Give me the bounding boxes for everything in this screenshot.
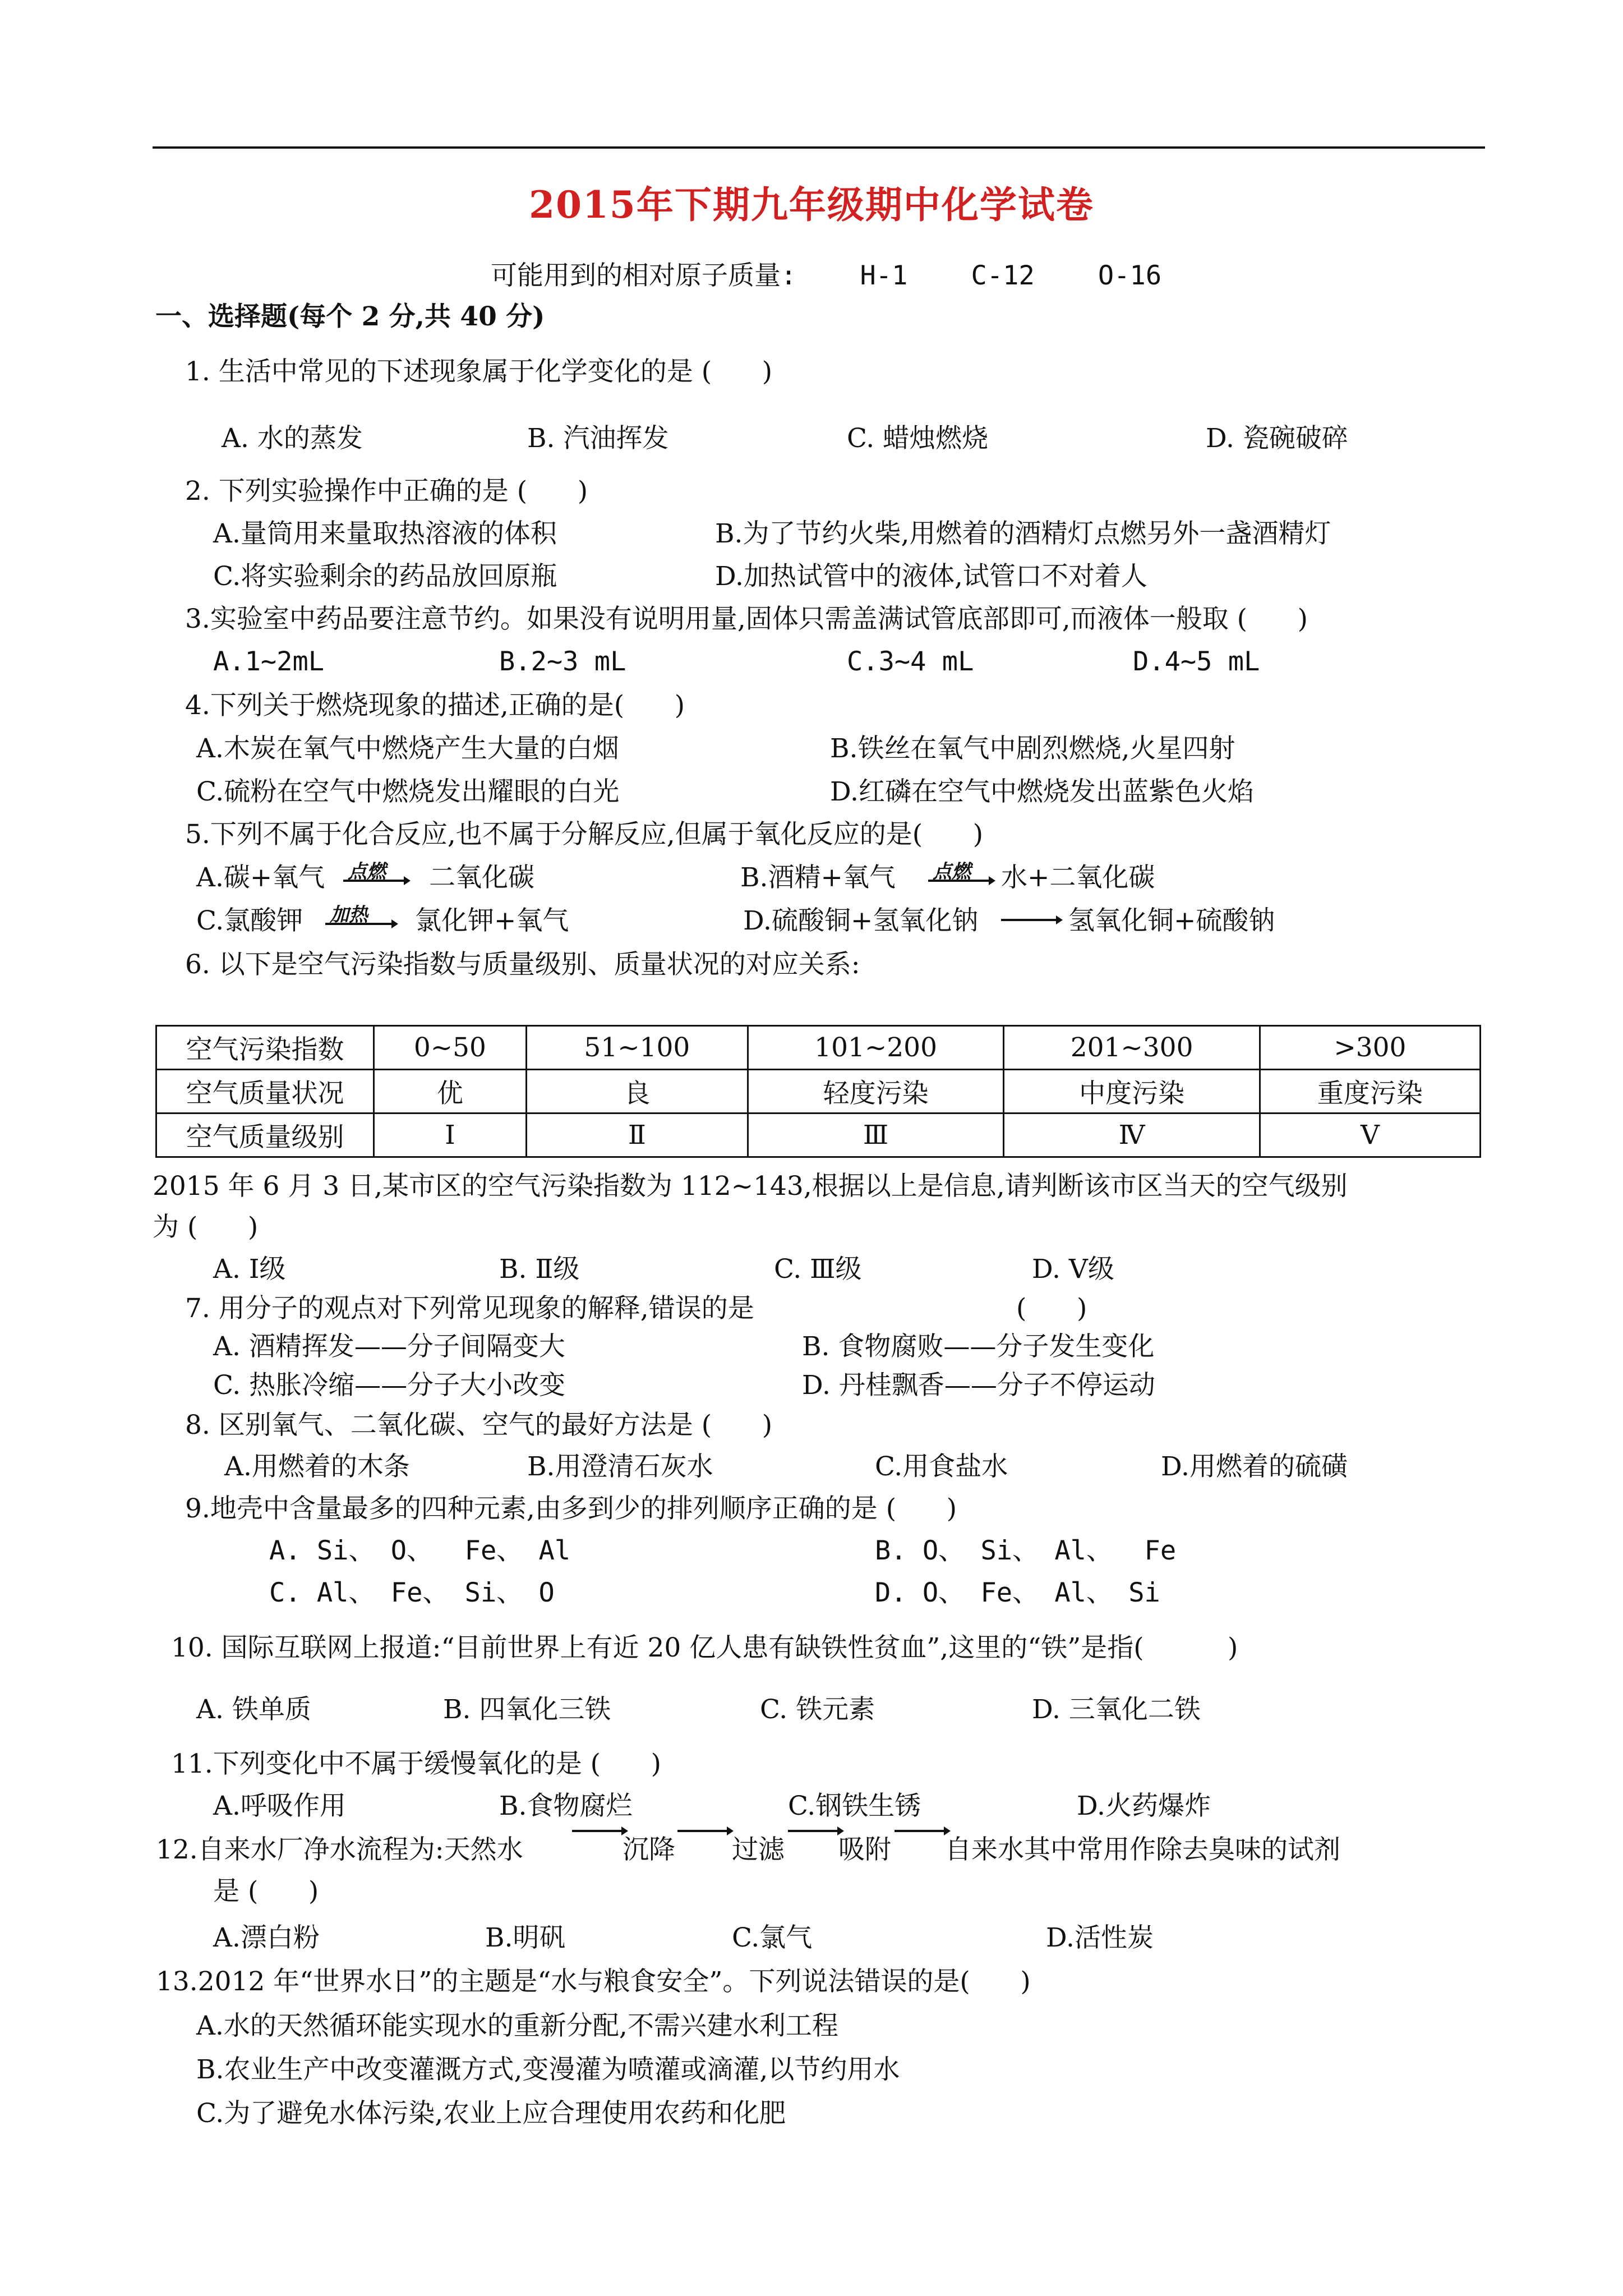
question-7-stem: 7. 用分子的观点对下列常见现象的解释,错误的是 (185, 1293, 754, 1324)
question-1-option-a: A. 水的蒸发 (222, 423, 363, 454)
question-7-option-d: D. 丹桂飘香——分子不停运动 (802, 1370, 1155, 1401)
question-10-stem: 10. 国际互联网上报道:“目前世界上有近 20 亿人患有缺铁性贫血”,这里的“铁”是指( ) (171, 1632, 1238, 1663)
section-heading: 一、选择题(每个 2 分,共 40 分) (155, 301, 545, 332)
question-11-option-d: D.火药爆炸 (1077, 1791, 1211, 1821)
question-5-option-a-arrow (343, 861, 411, 898)
table-cell: Ⅱ (526, 1114, 748, 1157)
question-12-option-b: B.明矾 (485, 1922, 566, 1953)
question-5-option-c-arrow (325, 904, 393, 941)
question-9-option-c: C. Al、 Fe、 Si、 O (269, 1577, 555, 1608)
question-12-stem-lead: 12.自来水厂净水流程为:天然水 (156, 1834, 523, 1865)
question-4-option-d: D.红磷在空气中燃烧发出蓝紫色火焰 (830, 776, 1254, 807)
question-3-option-d: D.4~5 mL (1133, 646, 1260, 677)
question-2-option-d: D.加热试管中的液体,试管口不对着人 (715, 561, 1147, 592)
table-cell: 空气质量级别 (156, 1114, 374, 1157)
question-7-option-c: C. 热胀冷缩——分子大小改变 (213, 1370, 566, 1401)
question-9-option-d: D. O、 Fe、 Al、 Si (875, 1577, 1160, 1608)
reaction-arrow-icon (1001, 914, 1063, 926)
table-cell: 轻度污染 (748, 1070, 1004, 1114)
table-cell: 重度污染 (1260, 1070, 1480, 1114)
question-13-stem: 13.2012 年“世界水日”的主题是“水与粮食安全”。下列说法错误的是( ) (156, 1966, 1031, 1997)
table-row (156, 1026, 1481, 1070)
table-cell: 51~100 (526, 1026, 748, 1070)
question-9-option-a: A. Si、 O、 Fe、 Al (269, 1535, 571, 1566)
question-3-option-c: C.3~4 mL (847, 646, 974, 677)
question-11-option-a: A.呼吸作用 (213, 1791, 346, 1821)
question-5-option-d-products: 氢氧化铜+硫酸钠 (1068, 905, 1275, 936)
table-cell: Ⅳ (1004, 1114, 1260, 1157)
arrow-right-icon (895, 1825, 951, 1837)
question-6-option-b: B. Ⅱ级 (499, 1254, 580, 1285)
question-13-option-b: B.农业生产中改变灌溉方式,变漫灌为喷灌或滴灌,以节约用水 (196, 2054, 900, 2085)
table-cell: 空气质量状况 (156, 1070, 374, 1114)
question-2-option-b: B.为了节约火柴,用燃着的酒精灯点燃另外一盏酒精灯 (715, 518, 1331, 549)
table-cell: Ⅲ (748, 1114, 1004, 1157)
table-row (156, 1114, 1481, 1157)
question-8-stem: 8. 区别氧气、二氧化碳、空气的最好方法是 ( ) (185, 1410, 773, 1441)
table-cell: 0~50 (374, 1026, 527, 1070)
question-8-option-b: B.用澄清石灰水 (527, 1451, 713, 1482)
question-3-option-b: B.2~3 mL (499, 646, 626, 677)
question-5-option-b-products: 水+二氧化碳 (1001, 862, 1155, 893)
question-7-option-a: A. 酒精挥发——分子间隔变大 (213, 1331, 565, 1362)
table-cell: Ⅰ (374, 1114, 527, 1157)
question-8-option-d: D.用燃着的硫磺 (1161, 1451, 1348, 1482)
question-2-option-a: A.量筒用来量取热溶液的体积 (213, 518, 557, 549)
question-11-stem: 11.下列变化中不属于缓慢氧化的是 ( ) (171, 1749, 661, 1779)
reaction-arrow-icon (325, 918, 398, 930)
question-1-stem: 1. 生活中常见的下述现象属于化学变化的是 ( ) (185, 356, 773, 387)
question-13-option-a: A.水的天然循环能实现水的重新分配,不需兴建水利工程 (196, 2010, 838, 2041)
table-cell: 良 (526, 1070, 748, 1114)
exam-title: 2015年下期九年级期中化学试卷 (529, 183, 1094, 227)
question-6-context: 2015 年 6 月 3 日,某市区的空气污染指数为 112~143,根据以上是信息,请判断该市区当天的空气级别 (153, 1171, 1348, 1202)
table-cell: Ⅴ (1260, 1114, 1480, 1157)
table-cell: 空气污染指数 (156, 1026, 374, 1070)
question-11-option-b: B.食物腐烂 (499, 1791, 633, 1821)
question-10-option-a: A. 铁单质 (196, 1694, 311, 1725)
question-5-stem: 5.下列不属于化合反应,也不属于分解反应,但属于氧化反应的是( ) (185, 819, 984, 850)
question-10-option-c: C. 铁元素 (760, 1694, 875, 1725)
question-12-option-c: C.氯气 (732, 1922, 813, 1953)
question-8-option-a: A.用燃着的木条 (224, 1451, 410, 1482)
reaction-condition: 加热 (330, 904, 368, 926)
question-9-option-b: B. O、 Si、 Al、 Fe (875, 1535, 1177, 1566)
question-11-option-c: C.钢铁生锈 (788, 1791, 921, 1821)
table-row (156, 1070, 1481, 1114)
question-12-stem-tail: 自来水其中常用作除去臭味的试剂 (945, 1834, 1340, 1865)
question-7-option-b: B. 食物腐败——分子发生变化 (802, 1331, 1155, 1362)
question-10-option-d: D. 三氧化二铁 (1032, 1694, 1201, 1725)
arrow-right-icon (788, 1825, 844, 1837)
question-5-option-d-reactants: D.硫酸铜+氢氧化钠 (743, 905, 979, 936)
question-9-stem: 9.地壳中含量最多的四种元素,由多到少的排列顺序正确的是 ( ) (185, 1493, 957, 1524)
question-4-option-a: A.木炭在氧气中燃烧产生大量的白烟 (196, 733, 619, 764)
question-6-option-a: A. Ⅰ级 (213, 1254, 286, 1285)
arrow-right-icon (677, 1825, 734, 1837)
header-rule (153, 146, 1485, 149)
question-3-option-a: A.1~2mL (213, 646, 325, 677)
question-5-option-b-arrow (928, 861, 995, 898)
question-6-option-c: C. Ⅲ级 (774, 1254, 862, 1285)
process-step-filtration: 过滤 (732, 1834, 785, 1865)
question-2-stem: 2. 下列实验操作中正确的是 ( ) (185, 476, 588, 507)
question-13-option-c: C.为了避免水体污染,农业上应合理使用农药和化肥 (196, 2098, 786, 2129)
question-10-option-b: B. 四氧化三铁 (443, 1694, 611, 1725)
question-5-option-a-products: 二氧化碳 (429, 862, 534, 893)
question-3-stem: 3.实验室中药品要注意节约。如果没有说明用量,固体只需盖满试管底部即可,而液体一般取 ( ) (185, 604, 1308, 634)
question-5-option-d-arrow (1001, 914, 1068, 937)
reaction-arrow-icon (928, 875, 995, 886)
question-5-option-a-reactants: A.碳+氧气 (196, 862, 325, 893)
arrow-right-icon (572, 1825, 628, 1837)
question-6-stem: 6. 以下是空气污染指数与质量级别、质量状况的对应关系: (185, 949, 860, 980)
question-4-option-b: B.铁丝在氧气中剧烈燃烧,火星四射 (830, 733, 1235, 764)
question-6-option-d: D. Ⅴ级 (1032, 1254, 1114, 1285)
question-8-option-c: C.用食盐水 (875, 1451, 1008, 1482)
question-5-option-c-products: 氯化钾+氧气 (415, 905, 569, 936)
atomic-mass-line: 可能用到的相对原子质量: H-1 C-12 O-16 (491, 260, 1162, 291)
question-12-stem-line2: 是 ( ) (213, 1876, 319, 1907)
reaction-condition: 点燃 (933, 861, 971, 883)
question-2-option-c: C.将实验剩余的药品放回原瓶 (213, 561, 557, 592)
question-12-option-a: A.漂白粉 (213, 1922, 320, 1953)
table-cell: 中度污染 (1004, 1070, 1260, 1114)
question-4-option-c: C.硫粉在空气中燃烧发出耀眼的白光 (196, 776, 620, 807)
question-5-option-b-reactants: B.酒精+氧气 (740, 862, 896, 893)
question-7-paren: ( ) (1016, 1293, 1087, 1324)
question-1-option-c: C. 蜡烛燃烧 (847, 423, 989, 454)
table-cell: >300 (1260, 1026, 1480, 1070)
question-4-stem: 4.下列关于燃烧现象的描述,正确的是( ) (185, 690, 685, 721)
process-step-sedimentation: 沉降 (623, 1834, 675, 1865)
reaction-condition: 点燃 (348, 861, 386, 883)
reaction-arrow-icon (343, 875, 411, 886)
table-cell: 101~200 (748, 1026, 1004, 1070)
question-6-context-cont: 为 ( ) (153, 1212, 259, 1243)
question-12-option-d: D.活性炭 (1046, 1922, 1154, 1953)
question-1-option-b: B. 汽油挥发 (527, 423, 669, 454)
table-cell: 201~300 (1004, 1026, 1260, 1070)
process-step-adsorption: 吸附 (838, 1834, 891, 1865)
air-quality-table (155, 1025, 1481, 1158)
question-5-option-c-reactants: C.氯酸钾 (196, 905, 303, 936)
question-1-option-d: D. 瓷碗破碎 (1206, 423, 1348, 454)
table-cell: 优 (374, 1070, 527, 1114)
